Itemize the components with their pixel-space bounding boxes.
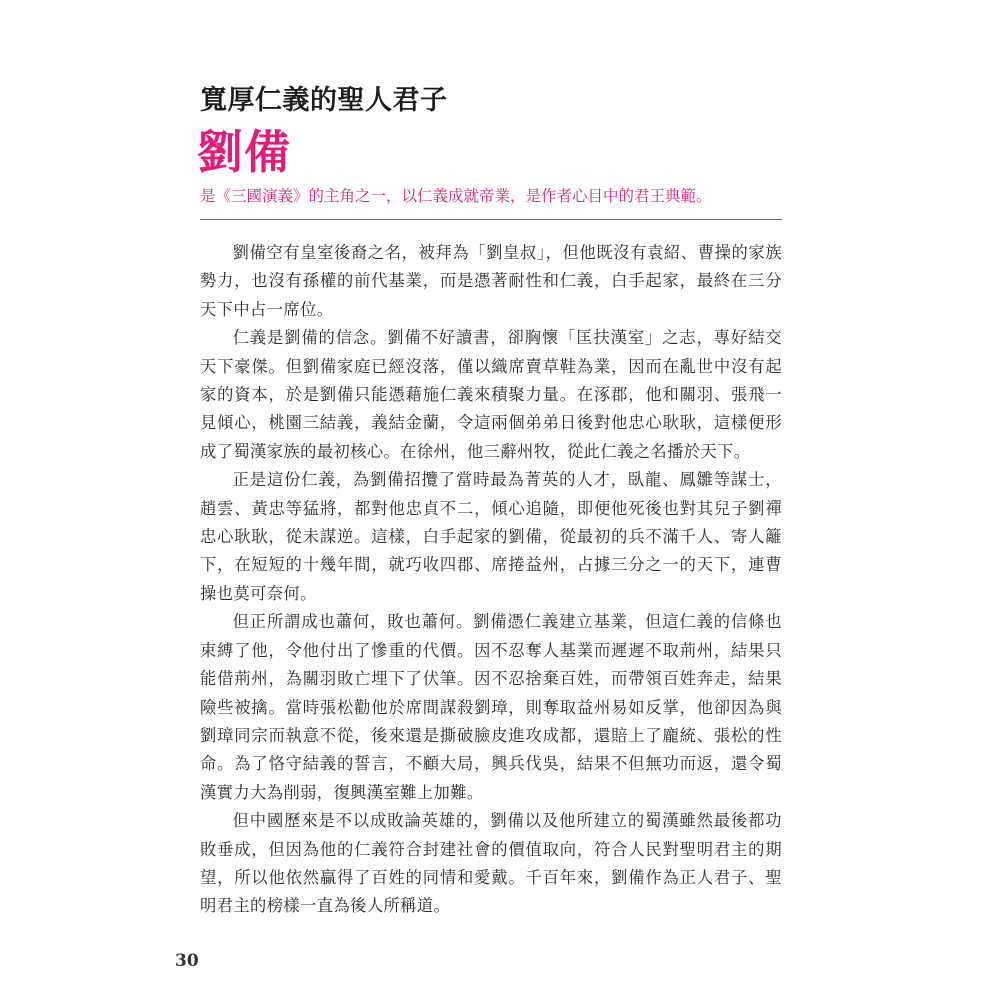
chapter-subtitle: 寬厚仁義的聖人君子: [200, 85, 448, 116]
paragraph: 仁義是劉備的信念。劉備不好讀書，卻胸懷「匡扶漢室」之志，專好結交天下豪傑。但劉備家庭已經沒落，僅以織席賣草鞋為業，因而在亂世中沒有起家的資本，於是劉備只能憑藉施仁義來積聚力量。在涿郡，他和關羽、張飛一見傾心，桃園三結義，義結金蘭，令這兩個弟弟日後對他忠心耿耿，這樣便形成了蜀漢家族的最初核心。在徐州，他三辭州牧，從此仁義之名播於天下。: [200, 328, 782, 461]
header-divider: [200, 219, 782, 220]
paragraph: 但正所謂成也蕭何，敗也蕭何。劉備憑仁義建立基業，但這仁義的信條也束縛了他，令他付出了慘重的代價。因不忍奪人基業而遲遲不取荊州，結果只能借荊州，為關羽敗亡埋下了伏筆。因不忍捨棄百姓，而帶領百姓奔走，結果險些被擒。當時張松勸他於席間謀殺劉璋，則奪取益州易如反掌，他卻因為與劉璋同宗而執意不從，後來還是撕破臉皮進攻成都，還賠上了龐統、張松的性命。為了恪守結義的誓言，不顧大局，興兵伐吳，結果不但無功而返，還令蜀漢實力大為削弱，復興漢室難上加難。: [200, 612, 782, 802]
paragraph: 但中國歷來是不以成敗論英雄的，劉備以及他所建立的蜀漢雖然最後都功敗垂成，但因為他的仁義符合封建社會的價值取向，符合人民對聖明君主的期望，所以他依然贏得了百姓的同情和愛戴。千百年來，劉備作為正人君子、聖明君主的榜樣一直為後人所稱道。: [200, 811, 782, 916]
body-text: [200, 239, 782, 921]
page-number: 30: [175, 951, 199, 971]
paragraph: 劉備空有皇室後裔之名，被拜為「劉皇叔」，但他既沒有袁紹、曹操的家族勢力，也沒有孫權的前代基業，而是憑著耐性和仁義，白手起家，最終在三分天下中占一席位。: [200, 243, 782, 319]
paragraph: 正是這份仁義，為劉備招攬了當時最為菁英的人才，臥龍、鳳雛等謀士，趙雲、黃忠等猛將，都對他忠貞不二，傾心追隨，即便他死後也對其兒子劉禪忠心耿耿，從未謀逆。這樣，白手起家的劉備，從最初的兵不滿千人、寄人籬下，在短短的十幾年間，就巧收四郡、席捲益州，占據三分之一的天下，連曹操也莫可奈何。: [200, 470, 782, 603]
chapter-tagline: 是《三國演義》的主角之一，以仁義成就帝業，是作者心目中的君王典範。: [200, 187, 712, 205]
chapter-title: 劉備: [197, 125, 291, 179]
